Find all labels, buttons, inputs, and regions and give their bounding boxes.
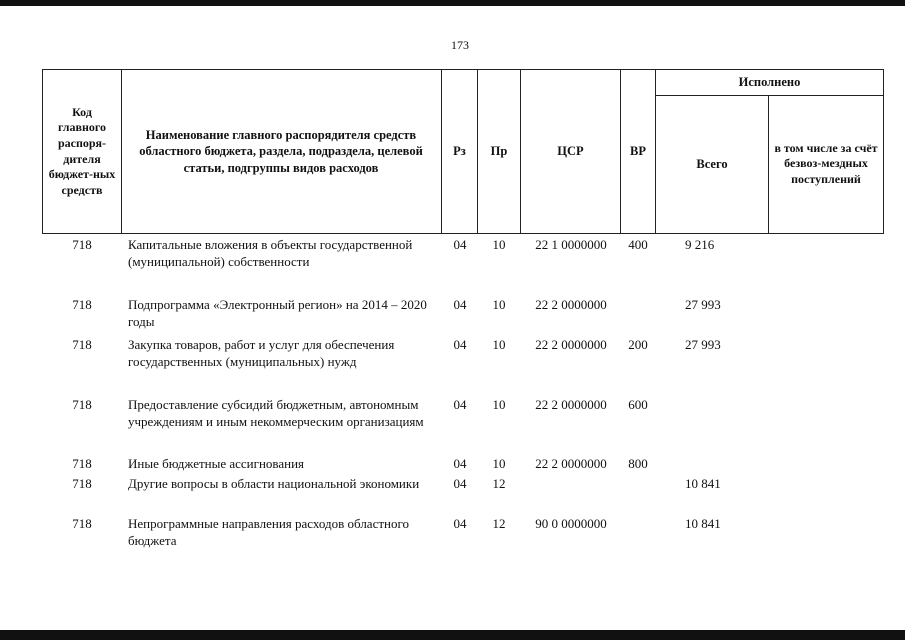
row-name: Закупка товаров, работ и услуг для обеспечения государственных (муниципальных) нужд — [128, 337, 395, 369]
row-code: 718 — [72, 516, 92, 531]
row-csr: 22 2 0000000 — [535, 456, 607, 471]
row-pr: 12 — [492, 476, 506, 491]
header-vr: ВР — [630, 144, 646, 159]
row-pr: 10 — [492, 297, 506, 312]
header-code: Код главного распоря-дителя бюджет-ных средств — [48, 104, 116, 197]
row-total: 10 841 — [685, 516, 721, 531]
row-name: Иные бюджетные ассигнования — [128, 456, 305, 471]
row-vr: 600 — [628, 397, 648, 412]
row-name: Предоставление субсидий бюджетным, автономным учреждениям и иным некоммерческим организациям — [128, 397, 424, 429]
row-total: 9 216 — [685, 237, 715, 252]
row-csr: 90 0 0000000 — [535, 516, 607, 531]
header-rz: Рз — [453, 144, 466, 159]
row-pr: 12 — [492, 516, 506, 531]
row-name: Непрограммные направления расходов областного бюджета — [128, 516, 409, 548]
row-code: 718 — [72, 456, 92, 471]
row-pr: 10 — [492, 456, 506, 471]
row-vr: 400 — [628, 237, 648, 252]
row-csr: 22 1 0000000 — [535, 237, 607, 252]
row-csr: 22 2 0000000 — [535, 297, 607, 312]
row-rz: 04 — [453, 476, 467, 491]
row-vr: 800 — [628, 456, 648, 471]
row-name: Капитальные вложения в объекты государственной (муниципальной) собственности — [128, 237, 413, 269]
row-pr: 10 — [492, 237, 506, 252]
row-rz: 04 — [453, 297, 467, 312]
row-name: Подпрограмма «Электронный регион» на 2014 – 2020 годы — [128, 297, 427, 329]
row-pr: 10 — [492, 337, 506, 352]
header-including: в том числе за счёт безвоз-мездных поступлений — [774, 140, 878, 186]
row-csr: 22 2 0000000 — [535, 397, 607, 412]
header-csr: ЦСР — [557, 144, 584, 159]
row-vr: 200 — [628, 337, 648, 352]
row-total: 27 993 — [685, 297, 721, 312]
col-line-1 — [121, 69, 122, 234]
col-line-0 — [42, 69, 43, 234]
row-total: 27 993 — [685, 337, 721, 352]
row-rz: 04 — [453, 397, 467, 412]
row-code: 718 — [72, 297, 92, 312]
row-code: 718 — [72, 397, 92, 412]
row-name: Другие вопросы в области национальной экономики — [128, 476, 420, 491]
row-rz: 04 — [453, 516, 467, 531]
header-name: Наименование главного распорядителя средств областного бюджета, раздела, подраздела, целевой статьи, подгруппы видов расходов — [139, 128, 423, 175]
row-total: 10 841 — [685, 476, 721, 491]
col-line-8 — [883, 69, 884, 234]
row-code: 718 — [72, 237, 92, 252]
header-total: Всего — [696, 156, 728, 171]
row-code: 718 — [72, 337, 92, 352]
row-rz: 04 — [453, 237, 467, 252]
scan-top-edge — [0, 0, 905, 6]
header-pr: Пр — [490, 144, 508, 159]
row-pr: 10 — [492, 397, 506, 412]
header-executed: Исполнено — [738, 75, 801, 90]
page-number: 173 — [451, 38, 469, 52]
scan-bottom-edge — [0, 630, 905, 640]
header-bottom-border — [42, 233, 884, 234]
row-rz: 04 — [453, 456, 467, 471]
row-code: 718 — [72, 476, 92, 491]
row-rz: 04 — [453, 337, 467, 352]
row-csr: 22 2 0000000 — [535, 337, 607, 352]
col-line-7 — [768, 95, 769, 234]
